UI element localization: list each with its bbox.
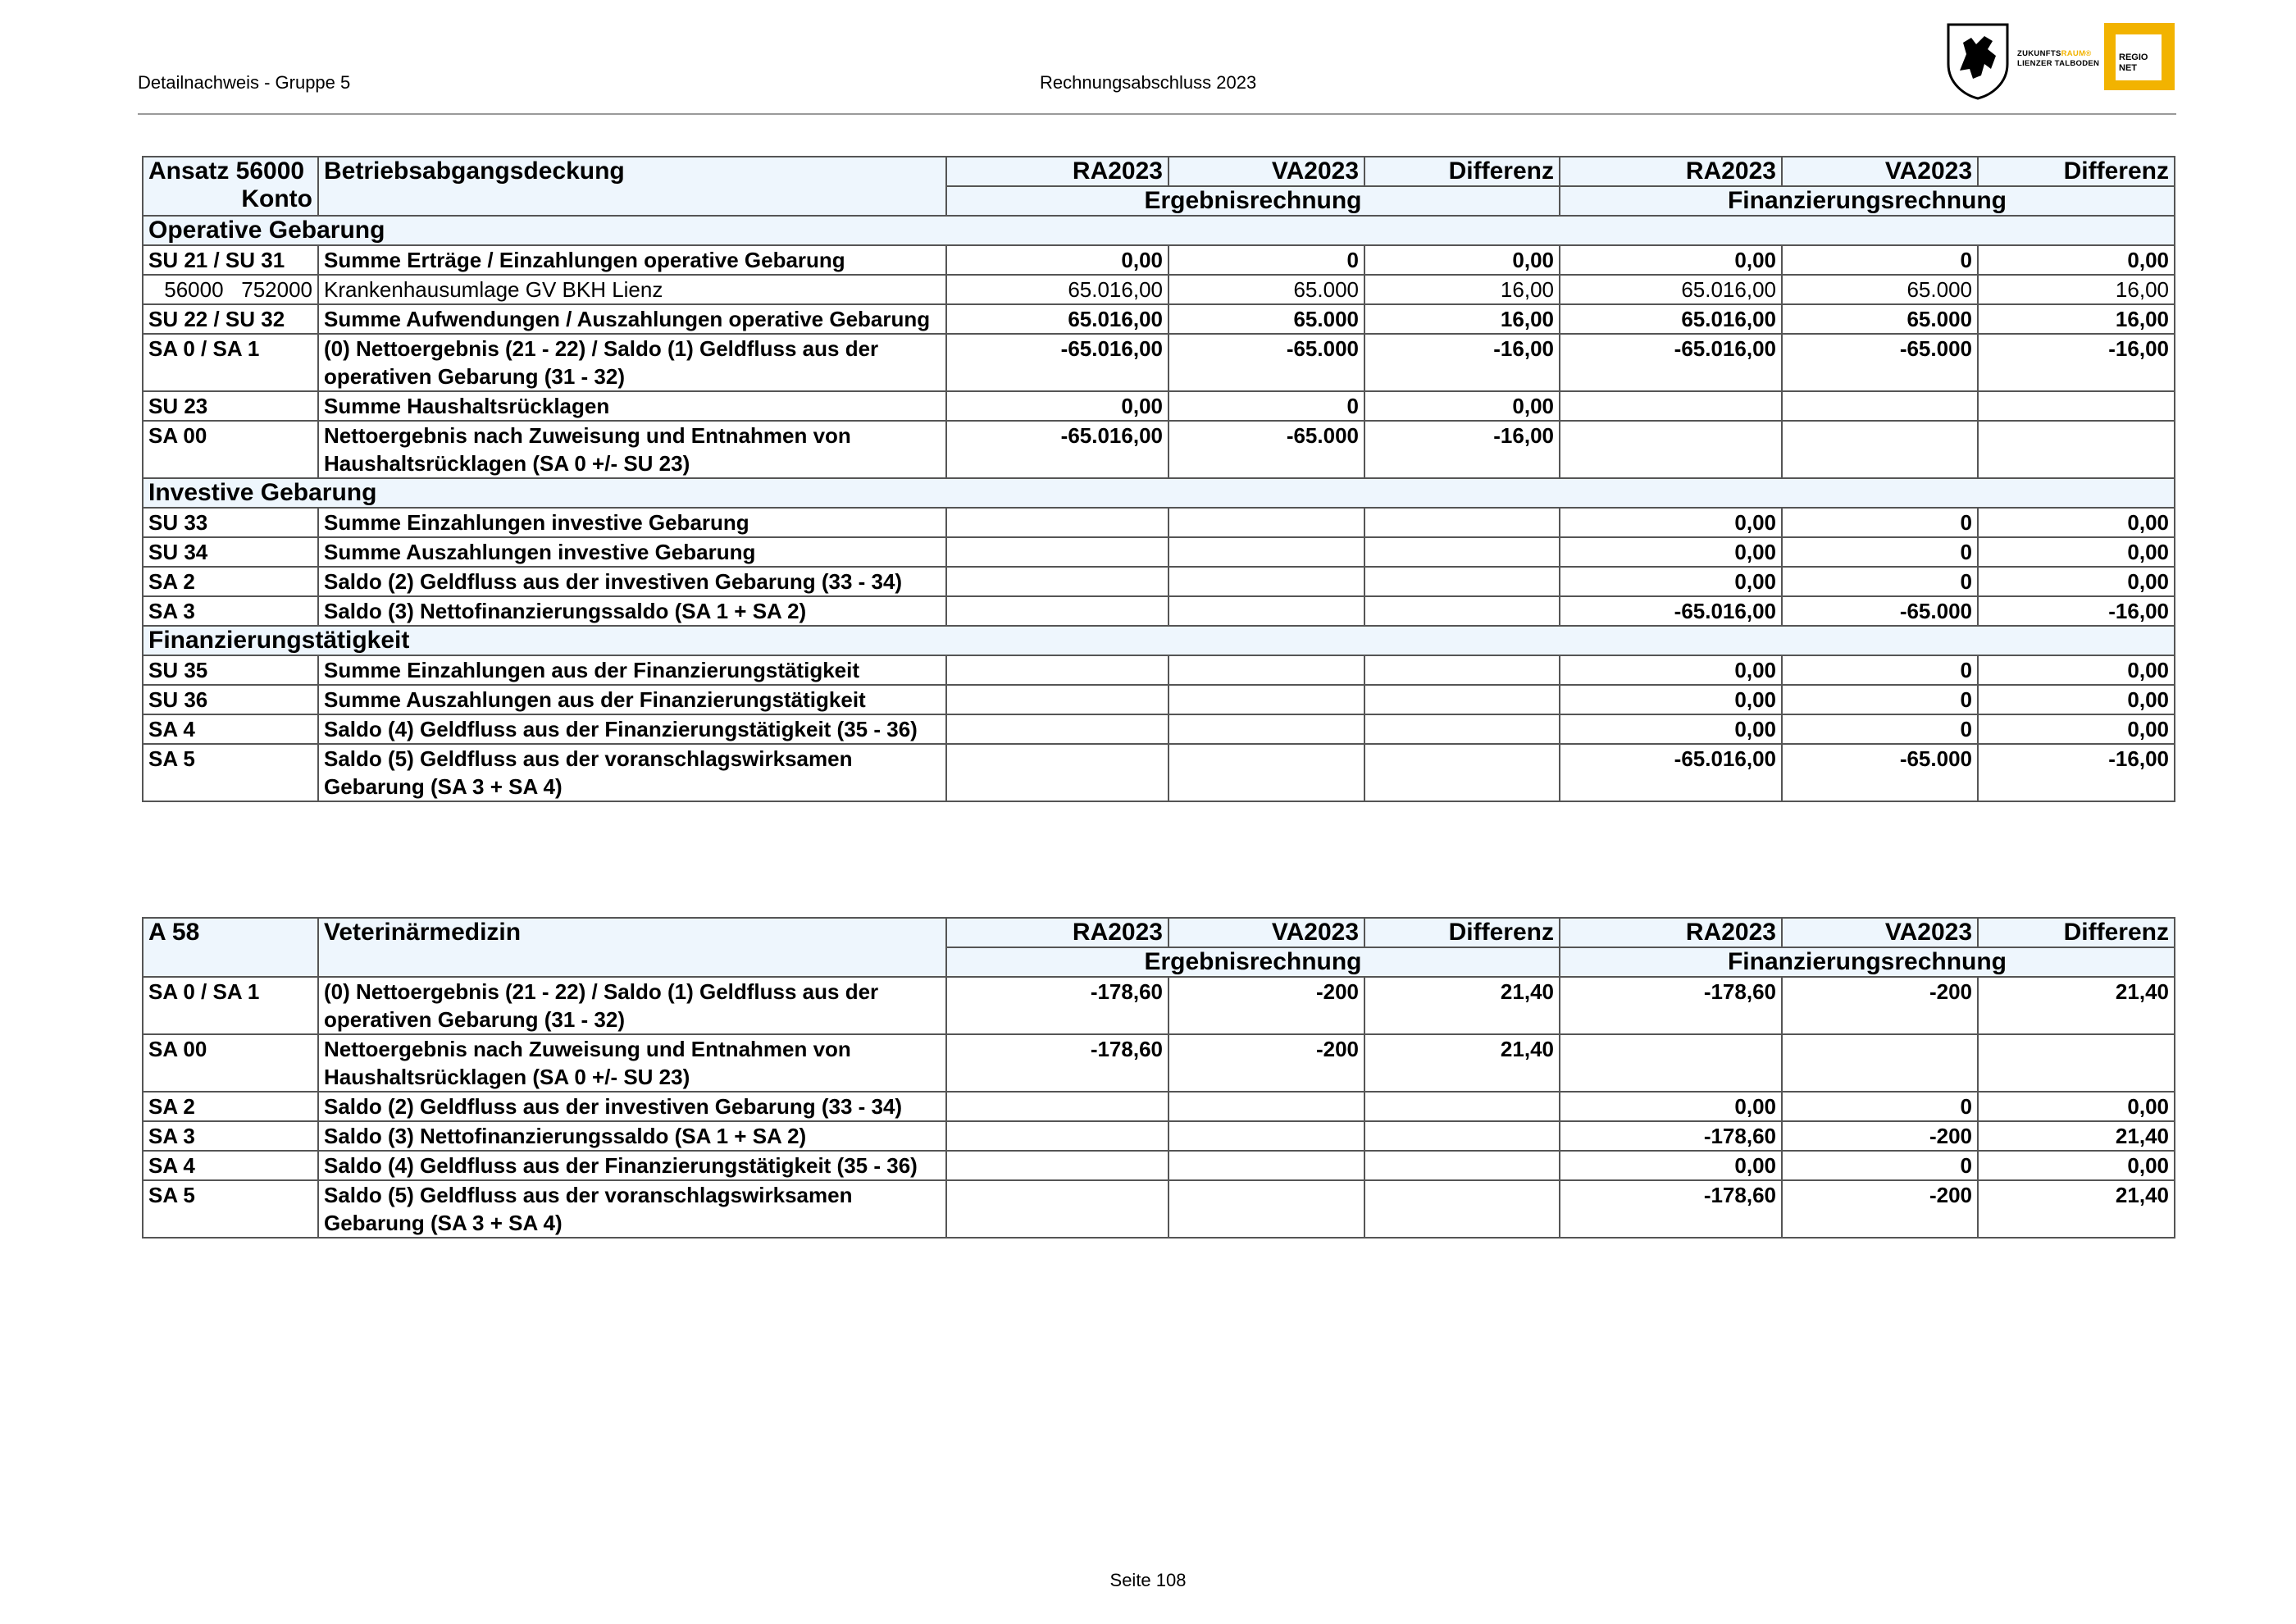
ergebnis-diff-value	[1364, 714, 1560, 744]
row-code: SA 5	[143, 1180, 318, 1238]
ergebnis-va-value	[1168, 1151, 1364, 1180]
ergebnis-ra-value	[946, 508, 1168, 537]
finanzierung-ra-value: 0,00	[1560, 1092, 1782, 1121]
row-label: Saldo (5) Geldfluss aus der voranschlagswirksamen Gebarung (SA 3 + SA 4)	[318, 744, 946, 801]
col-diff-ergebnis: Differenz	[1364, 918, 1560, 947]
row-label: Saldo (5) Geldfluss aus der voranschlagswirksamen Gebarung (SA 3 + SA 4)	[318, 1180, 946, 1238]
ergebnis-va-value: 65.000	[1168, 275, 1364, 304]
ergebnis-ra-value	[946, 537, 1168, 567]
finanzierung-va-value: 65.000	[1782, 304, 1978, 334]
ergebnis-diff-value: 16,00	[1364, 275, 1560, 304]
ergebnis-ra-value	[946, 1151, 1168, 1180]
ergebnis-ra-value	[946, 567, 1168, 596]
ergebnis-diff-value: -16,00	[1364, 421, 1560, 478]
ergebnis-ra-value	[946, 685, 1168, 714]
finanzierung-diff-value	[1978, 391, 2175, 421]
ansatz-code-cell: Ansatz 56000 Konto	[143, 157, 318, 216]
finanzierung-ra-value: -178,60	[1560, 977, 1782, 1034]
coat-of-arms-icon	[1945, 21, 2011, 100]
ergebnis-ra-value: 0,00	[946, 391, 1168, 421]
finanzierung-ra-value: -65.016,00	[1560, 744, 1782, 801]
table-row	[143, 1034, 2175, 1092]
col-ra-ergebnis: RA2023	[946, 918, 1168, 947]
row-code: SU 21 / SU 31	[143, 245, 318, 275]
finanzierung-ra-value	[1560, 1034, 1782, 1092]
table-row	[143, 391, 2175, 421]
ergebnis-va-value	[1168, 596, 1364, 626]
ergebnis-diff-value	[1364, 744, 1560, 801]
row-code: SU 22 / SU 32	[143, 304, 318, 334]
finanzierung-diff-value: 16,00	[1978, 304, 2175, 334]
ergebnis-va-value	[1168, 1121, 1364, 1151]
row-code: SA 3	[143, 1121, 318, 1151]
finanzierung-va-value	[1782, 1034, 1978, 1092]
ergebnis-va-value	[1168, 714, 1364, 744]
col-diff-finanzierung: Differenz	[1978, 918, 2175, 947]
ergebnis-diff-value: 21,40	[1364, 977, 1560, 1034]
finanzierung-ra-value: 0,00	[1560, 567, 1782, 596]
row-code: SA 5	[143, 744, 318, 801]
finanzierung-diff-value: 0,00	[1978, 508, 2175, 537]
finanzierung-diff-value: 0,00	[1978, 714, 2175, 744]
page-number: Seite 108	[1109, 1570, 1187, 1590]
ansatz-title: Veterinärmedizin	[318, 918, 946, 977]
finanzierung-diff-value: 0,00	[1978, 1092, 2175, 1121]
row-label: Saldo (4) Geldfluss aus der Finanzierungstätigkeit (35 - 36)	[318, 1151, 946, 1180]
row-code: SA 00	[143, 1034, 318, 1092]
ergebnis-ra-value	[946, 1180, 1168, 1238]
ergebnis-va-value	[1168, 655, 1364, 685]
finanzierung-diff-value: 0,00	[1978, 685, 2175, 714]
ergebnis-ra-value	[946, 655, 1168, 685]
regionet-logo-text: REGIO NET	[2119, 52, 2148, 73]
finanzierung-diff-value	[1978, 1034, 2175, 1092]
table-row	[143, 421, 2175, 478]
row-label: Nettoergebnis nach Zuweisung und Entnahmen von Haushaltsrücklagen (SA 0 +/- SU 23)	[318, 1034, 946, 1092]
col-va-ergebnis: VA2023	[1168, 157, 1364, 186]
finanzierung-va-value: -200	[1782, 1121, 1978, 1151]
finanzierung-diff-value: 21,40	[1978, 1180, 2175, 1238]
ergebnis-va-value	[1168, 685, 1364, 714]
finanzierung-ra-value: 0,00	[1560, 537, 1782, 567]
row-label: Summe Aufwendungen / Auszahlungen operative Gebarung	[318, 304, 946, 334]
table-row	[143, 245, 2175, 275]
ergebnis-ra-value: -65.016,00	[946, 334, 1168, 391]
table-row	[143, 1092, 2175, 1121]
group-finanzierungsrechnung: Finanzierungsrechnung	[1560, 186, 2175, 216]
ergebnis-diff-value	[1364, 1121, 1560, 1151]
finanzierung-ra-value: 0,00	[1560, 245, 1782, 275]
ergebnis-va-value: -200	[1168, 1034, 1364, 1092]
section-row	[143, 478, 2175, 508]
ergebnis-diff-value	[1364, 685, 1560, 714]
table-row	[143, 567, 2175, 596]
ergebnis-va-value	[1168, 508, 1364, 537]
row-label: Krankenhausumlage GV BKH Lienz	[318, 275, 946, 304]
ergebnis-va-value: 0	[1168, 391, 1364, 421]
col-diff-ergebnis: Differenz	[1364, 157, 1560, 186]
finanzierung-diff-value: -16,00	[1978, 334, 2175, 391]
finanzierung-va-value: -200	[1782, 977, 1978, 1034]
row-label: Nettoergebnis nach Zuweisung und Entnahmen von Haushaltsrücklagen (SA 0 +/- SU 23)	[318, 421, 946, 478]
row-code: SA 2	[143, 567, 318, 596]
section-row	[143, 216, 2175, 245]
finanzierung-ra-value: 0,00	[1560, 685, 1782, 714]
finanzierung-ra-value: 0,00	[1560, 1151, 1782, 1180]
finanzierung-va-value: 0	[1782, 685, 1978, 714]
table-row	[143, 1151, 2175, 1180]
finanzierung-ra-value: 65.016,00	[1560, 304, 1782, 334]
ergebnis-diff-value	[1364, 655, 1560, 685]
konto-label: Konto	[241, 185, 312, 212]
finanzierung-diff-value: 0,00	[1978, 655, 2175, 685]
finanzierung-ra-value: -65.016,00	[1560, 596, 1782, 626]
row-code: SA 4	[143, 714, 318, 744]
budget-table-veterinaermedizin	[142, 917, 2175, 1239]
ergebnis-ra-value	[946, 1121, 1168, 1151]
ergebnis-diff-value	[1364, 1151, 1560, 1180]
table-row	[143, 537, 2175, 567]
row-label: (0) Nettoergebnis (21 - 22) / Saldo (1) Geldfluss aus der operativen Gebarung (31 - 32)	[318, 334, 946, 391]
col-ra-finanzierung: RA2023	[1560, 157, 1782, 186]
finanzierung-va-value: 0	[1782, 245, 1978, 275]
col-va-finanzierung: VA2023	[1782, 157, 1978, 186]
finanzierung-va-value: 65.000	[1782, 275, 1978, 304]
finanzierung-va-value: 0	[1782, 655, 1978, 685]
group-ergebnisrechnung: Ergebnisrechnung	[946, 186, 1560, 216]
ergebnis-va-value: -200	[1168, 977, 1364, 1034]
row-code: SU 34	[143, 537, 318, 567]
row-label: Saldo (3) Nettofinanzierungssaldo (SA 1 + SA 2)	[318, 1121, 946, 1151]
finanzierung-diff-value: 16,00	[1978, 275, 2175, 304]
ergebnis-diff-value: 0,00	[1364, 245, 1560, 275]
table-row	[143, 685, 2175, 714]
zukunftsraum-logo: ZUKUNFTSRAUM® LIENZER TALBODEN	[2017, 49, 2100, 68]
group-ergebnisrechnung: Ergebnisrechnung	[946, 947, 1560, 977]
row-label: Saldo (3) Nettofinanzierungssaldo (SA 1 + SA 2)	[318, 596, 946, 626]
row-label: (0) Nettoergebnis (21 - 22) / Saldo (1) Geldfluss aus der operativen Gebarung (31 - 32)	[318, 977, 946, 1034]
ergebnis-ra-value: 65.016,00	[946, 275, 1168, 304]
budget-table-betriebsabgangsdeckung	[142, 156, 2175, 802]
col-diff-finanzierung: Differenz	[1978, 157, 2175, 186]
table-row	[143, 744, 2175, 801]
finanzierung-va-value: 0	[1782, 537, 1978, 567]
finanzierung-ra-value: 0,00	[1560, 508, 1782, 537]
table-row	[143, 508, 2175, 537]
ergebnis-diff-value: -16,00	[1364, 334, 1560, 391]
row-code: SA 0 / SA 1	[143, 977, 318, 1034]
row-label: Saldo (4) Geldfluss aus der Finanzierungstätigkeit (35 - 36)	[318, 714, 946, 744]
ergebnis-ra-value: -178,60	[946, 977, 1168, 1034]
finanzierung-va-value: -200	[1782, 1180, 1978, 1238]
ergebnis-ra-value	[946, 744, 1168, 801]
row-code: SA 00	[143, 421, 318, 478]
ergebnis-va-value	[1168, 567, 1364, 596]
row-label: Summe Einzahlungen aus der Finanzierungstätigkeit	[318, 655, 946, 685]
ergebnis-ra-value	[946, 714, 1168, 744]
finanzierung-diff-value: 0,00	[1978, 245, 2175, 275]
row-code: SA 3	[143, 596, 318, 626]
row-label: Saldo (2) Geldfluss aus der investiven Gebarung (33 - 34)	[318, 567, 946, 596]
row-code: SA 4	[143, 1151, 318, 1180]
ergebnis-diff-value	[1364, 508, 1560, 537]
section-row	[143, 626, 2175, 655]
col-va-ergebnis: VA2023	[1168, 918, 1364, 947]
ergebnis-diff-value	[1364, 1180, 1560, 1238]
finanzierung-ra-value	[1560, 391, 1782, 421]
ergebnis-ra-value: 65.016,00	[946, 304, 1168, 334]
finanzierung-diff-value: -16,00	[1978, 744, 2175, 801]
finanzierung-ra-value: 65.016,00	[1560, 275, 1782, 304]
ergebnis-va-value: 0	[1168, 245, 1364, 275]
table-row	[143, 334, 2175, 391]
ergebnis-va-value	[1168, 537, 1364, 567]
row-label: Summe Haushaltsrücklagen	[318, 391, 946, 421]
finanzierung-va-value: 0	[1782, 714, 1978, 744]
table-row	[143, 714, 2175, 744]
finanzierung-diff-value: 0,00	[1978, 1151, 2175, 1180]
ansatz-code-cell: A 58	[143, 918, 318, 977]
table-row	[143, 1180, 2175, 1238]
col-ra-finanzierung: RA2023	[1560, 918, 1782, 947]
ergebnis-va-value: -65.000	[1168, 334, 1364, 391]
ergebnis-diff-value	[1364, 1092, 1560, 1121]
finanzierung-ra-value: 0,00	[1560, 655, 1782, 685]
finanzierung-diff-value	[1978, 421, 2175, 478]
ergebnis-ra-value	[946, 1092, 1168, 1121]
finanzierung-diff-value: 0,00	[1978, 567, 2175, 596]
finanzierung-va-value: 0	[1782, 1151, 1978, 1180]
row-label: Summe Auszahlungen aus der Finanzierungstätigkeit	[318, 685, 946, 714]
document-section-title: Detailnachweis - Gruppe 5	[138, 72, 351, 93]
finanzierung-va-value: 0	[1782, 1092, 1978, 1121]
section-title: Investive Gebarung	[143, 478, 2175, 508]
ergebnis-diff-value: 21,40	[1364, 1034, 1560, 1092]
ergebnis-ra-value	[946, 596, 1168, 626]
ergebnis-diff-value: 16,00	[1364, 304, 1560, 334]
ergebnis-va-value	[1168, 1180, 1364, 1238]
row-label: Saldo (2) Geldfluss aus der investiven Gebarung (33 - 34)	[318, 1092, 946, 1121]
ergebnis-diff-value	[1364, 537, 1560, 567]
logos	[1945, 20, 2176, 102]
ergebnis-ra-value: -178,60	[946, 1034, 1168, 1092]
row-code: SU 23	[143, 391, 318, 421]
page-header	[138, 0, 2176, 115]
row-label: Summe Einzahlungen investive Gebarung	[318, 508, 946, 537]
col-va-finanzierung: VA2023	[1782, 918, 1978, 947]
header-divider	[138, 113, 2176, 115]
ergebnis-va-value: 65.000	[1168, 304, 1364, 334]
finanzierung-va-value: 0	[1782, 567, 1978, 596]
table-row	[143, 655, 2175, 685]
ergebnis-ra-value: 0,00	[946, 245, 1168, 275]
table-row	[143, 977, 2175, 1034]
row-code: SU 35	[143, 655, 318, 685]
finanzierung-diff-value: 21,40	[1978, 1121, 2175, 1151]
row-label: Summe Erträge / Einzahlungen operative Gebarung	[318, 245, 946, 275]
finanzierung-diff-value: -16,00	[1978, 596, 2175, 626]
table-row	[143, 304, 2175, 334]
row-label: Summe Auszahlungen investive Gebarung	[318, 537, 946, 567]
finanzierung-diff-value: 21,40	[1978, 977, 2175, 1034]
finanzierung-va-value	[1782, 421, 1978, 478]
finanzierung-va-value	[1782, 391, 1978, 421]
ergebnis-va-value	[1168, 1092, 1364, 1121]
row-code: SU 36	[143, 685, 318, 714]
ergebnis-diff-value	[1364, 567, 1560, 596]
ergebnis-ra-value: -65.016,00	[946, 421, 1168, 478]
finanzierung-diff-value: 0,00	[1978, 537, 2175, 567]
section-title: Operative Gebarung	[143, 216, 2175, 245]
table-row	[143, 275, 2175, 304]
section-title: Finanzierungstätigkeit	[143, 626, 2175, 655]
finanzierung-ra-value	[1560, 421, 1782, 478]
row-code: SA 0 / SA 1	[143, 334, 318, 391]
finanzierung-ra-value: -178,60	[1560, 1121, 1782, 1151]
finanzierung-ra-value: -178,60	[1560, 1180, 1782, 1238]
row-code: 56000 752000	[143, 275, 318, 304]
finanzierung-va-value: -65.000	[1782, 334, 1978, 391]
ergebnis-diff-value: 0,00	[1364, 391, 1560, 421]
ergebnis-diff-value	[1364, 596, 1560, 626]
document-title: Rechnungsabschluss 2023	[1040, 72, 1257, 93]
finanzierung-va-value: -65.000	[1782, 596, 1978, 626]
finanzierung-va-value: -65.000	[1782, 744, 1978, 801]
finanzierung-va-value: 0	[1782, 508, 1978, 537]
row-code: SU 33	[143, 508, 318, 537]
finanzierung-ra-value: 0,00	[1560, 714, 1782, 744]
ergebnis-va-value: -65.000	[1168, 421, 1364, 478]
finanzierung-ra-value: -65.016,00	[1560, 334, 1782, 391]
ergebnis-va-value	[1168, 744, 1364, 801]
table-row	[143, 596, 2175, 626]
row-code: SA 2	[143, 1092, 318, 1121]
ansatz-title: Betriebsabgangsdeckung	[318, 157, 946, 216]
group-finanzierungsrechnung: Finanzierungsrechnung	[1560, 947, 2175, 977]
col-ra-ergebnis: RA2023	[946, 157, 1168, 186]
table-row	[143, 1121, 2175, 1151]
